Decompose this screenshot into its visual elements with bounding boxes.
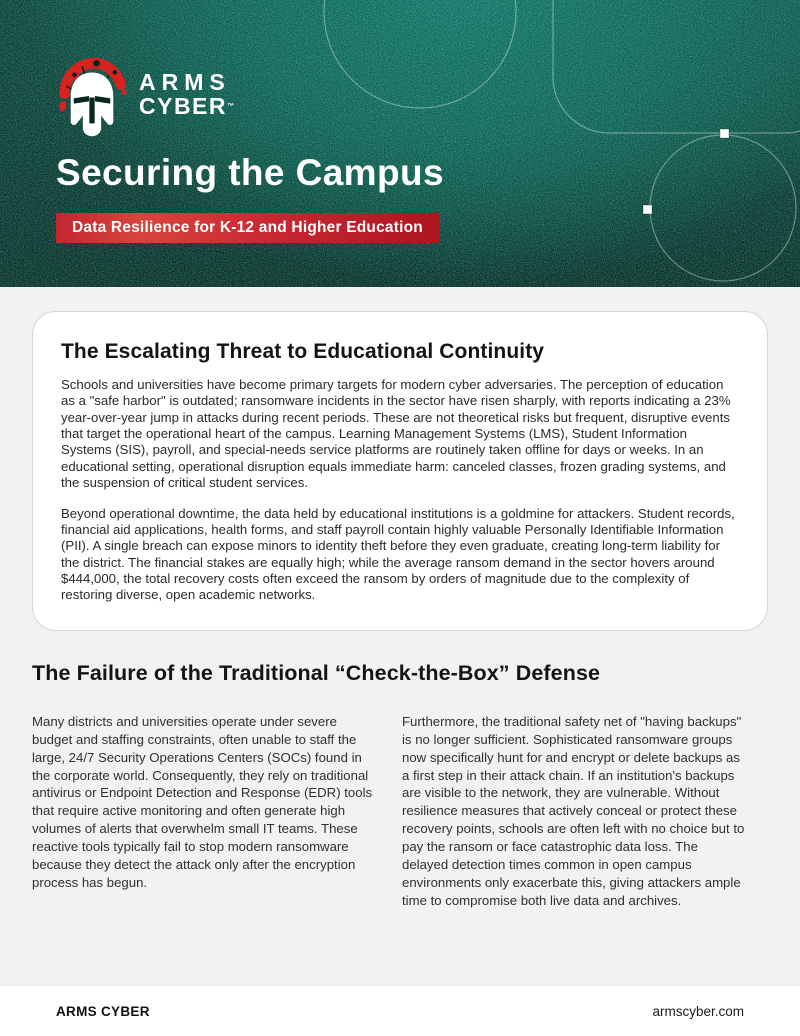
threat-section-card <box>32 311 768 631</box>
trademark-symbol: ™ <box>227 103 235 110</box>
hero-header <box>0 0 800 287</box>
selection-handle-icon <box>643 205 652 214</box>
page-title: Securing the Campus <box>56 152 444 193</box>
logo-text-cyber: CYBER™ <box>139 93 235 119</box>
decor-circle-right-icon <box>650 135 796 281</box>
selection-handle-icon <box>720 129 729 138</box>
footer-brand: ARMS CYBER <box>56 1003 150 1019</box>
logo-text-arms: ARMS <box>139 69 231 95</box>
section-heading-escalating-threat: The Escalating Threat to Educational Continuity <box>61 340 545 363</box>
paragraph-column-left: Many districts and universities operate under severe budget and staffing constraints, often unable to staff the large, 24/7 Security Operations Centers (SOCs) found in the corporate world. Consequently, they rely on traditional antivirus or Endpoint Detection and Response (EDR) tools that require active monitoring and often generate high volumes of alerts that overwhelm small IT teams. These reactive tools typically fail to stop modern ransomware because they detect the attack only after the encryption process has begun. <box>32 713 373 891</box>
subtitle-badge: Data Resilience for K-12 and Higher Education <box>56 213 439 243</box>
paragraph-threat-2: Beyond operational downtime, the data held by educational institutions is a goldmine for attackers. Student records, financial aid applications, health forms, and staff payroll contain highly valuable Personally Identifiable Information (PII). A single breach can expose minors to identity theft before they even graduate, creating long-term liability for the district. The financial stakes are equally high; while the average ransom demand in the sector hovers around $444,000, the total recovery costs often exceed the ransom by orders of magnitude due to the complexity of restoring diverse, open academic networks. <box>61 505 735 603</box>
decor-circle-top-icon <box>324 0 516 108</box>
arms-cyber-logo <box>54 54 234 138</box>
decor-rounded-rect-icon <box>553 0 800 133</box>
document-body <box>0 311 800 910</box>
page-footer <box>0 985 800 1036</box>
paragraph-column-right: Furthermore, the traditional safety net of "having backups" is no longer sufficient. Sophisticated ransomware groups now specifically hunt for and encrypt or delete backups as a first step in their attack chain. If an institution's backups are visible to the network, they are vulnerable. Without resilience measures that actively conceal or protect these recovery points, schools are often left with no choice but to pay the ransom or face catastrophic data loss. The delayed detection times common in open campus environments only exacerbate this, giving attackers ample time to compromise both live data and archives. <box>402 713 745 909</box>
spartan-helmet-icon <box>54 54 130 138</box>
footer-website-link[interactable]: armscyber.com <box>652 1003 744 1019</box>
decorative-outlines <box>0 0 800 287</box>
two-column-layout <box>32 713 746 910</box>
failure-section <box>32 661 746 910</box>
logo-wordmark <box>139 54 234 119</box>
paragraph-threat-1: Schools and universities have become primary targets for modern cyber adversaries. The perception of education as a "safe harbor" is outdated; ransomware incidents in the sector have risen sharply, with reports indicating a 23% year-over-year jump in attacks during recent periods. These are not theoretical risks but frequent, disruptive events that target the operational heart of the campus. Learning Management Systems (LMS), Student Information Systems (SIS), payroll, and special-needs service platforms are routinely taken offline for days or weeks. In an educational setting, operational disruption equals immediate harm: canceled classes, frozen grading systems, and the suspension of critical student services. <box>61 377 731 491</box>
section-heading-checkbox-defense: The Failure of the Traditional “Check-the-Box” Defense <box>32 660 601 685</box>
